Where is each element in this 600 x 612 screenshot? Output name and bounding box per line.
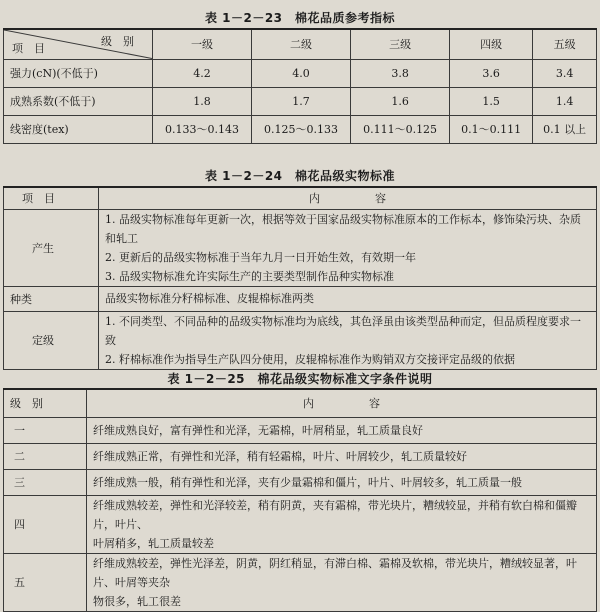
content-line: 品级实物标准分籽棉标准、皮辊棉标准两类: [105, 292, 314, 305]
content-line: 1. 品级实物标准每年更新一次，根据等效于国家品级实物标准原本的工作标本，修饰染污块、杂质和轧工: [105, 212, 581, 245]
content-line: 物很多，轧工很差: [93, 594, 181, 608]
table2-caption: 表 1－2－24 棉花品级实物标准: [204, 169, 396, 183]
header-content: 内 容: [99, 187, 597, 209]
table-cell: 1.8: [153, 87, 252, 115]
content-cell: [87, 469, 597, 495]
table-cell: 1.5: [450, 87, 533, 115]
content-cell: [87, 553, 597, 611]
row-label: 产生: [4, 209, 99, 286]
table1-caption: 表 1－2－23 棉花品质参考指标: [204, 11, 396, 25]
content-cell: [99, 286, 597, 311]
header-content: 内 容: [87, 389, 597, 417]
table-row: [4, 417, 597, 443]
table1-corner-cell: [4, 29, 153, 59]
content-line: 3. 品级实物标准允许实际生产的主要类型制作品种实物标准: [105, 269, 394, 283]
table-cell: 0.133～0.143: [153, 115, 252, 143]
table-row: [4, 286, 597, 311]
content-cell: [99, 209, 597, 286]
row-label: 成熟系数(不低于): [4, 87, 153, 115]
grade-header: 四级: [450, 29, 533, 59]
content-line: 纤维成熟良好，富有弹性和光泽，无霜棉，叶屑稍显，轧工质量良好: [93, 423, 423, 437]
grade-header: 五级: [533, 29, 597, 59]
corner-grade-label: 级 别: [101, 35, 134, 48]
table-row: [4, 553, 597, 611]
table-cell: 0.1 以上: [533, 115, 597, 143]
content-line: 纤维成熟一般，稍有弹性和光泽，夹有少量霜棉和僵片，叶片、叶屑较多，轧工质量一般: [93, 475, 522, 489]
table-cell: 4.2: [153, 59, 252, 87]
quality-index-table: [3, 28, 597, 144]
row-label: 三: [4, 469, 87, 495]
table-row: [4, 495, 597, 553]
row-label: 强力(cN)(不低于): [4, 59, 153, 87]
table-cell: 0.125～0.133: [252, 115, 351, 143]
table-cell: 0.1～0.111: [450, 115, 533, 143]
row-label: 五: [4, 553, 87, 611]
content-line: 纤维成熟较差，弹性光泽差，阴黄，阴红稍显，有滞白棉、霜棉及软棉，带光块片，糟绒较显著，叶片、叶屑等夹杂: [93, 556, 577, 589]
table-row: [4, 443, 597, 469]
table-cell: 1.4: [533, 87, 597, 115]
content-line: 纤维成熟较差，弹性和光泽较差，稍有阴黄，夹有霜棉，带光块片，糟绒较显，并稍有软白棉和僵瓣片，叶片、: [93, 498, 577, 531]
content-line: 纤维成熟正常，有弹性和光泽，稍有轻霜棉，叶片、叶屑较少，轧工质量较好: [93, 449, 467, 463]
table-cell: 3.4: [533, 59, 597, 87]
content-line: 2. 籽棉标准作为指导生产队四分使用，皮辊棉标准作为购销双方交接评定品级的依据: [105, 352, 515, 366]
row-label: 种类: [4, 286, 99, 311]
content-cell: [87, 443, 597, 469]
header-item: 项 目: [4, 187, 99, 209]
content-cell: [87, 417, 597, 443]
header-grade: 级 别: [4, 389, 87, 417]
grade-header: 三级: [351, 29, 450, 59]
table-cell: 0.111～0.125: [351, 115, 450, 143]
table-cell: 1.6: [351, 87, 450, 115]
content-line: 2. 更新后的品级实物标准于当年九月一日开始生效，有效期一年: [105, 250, 416, 264]
row-label: 定级: [4, 311, 99, 369]
row-label: 四: [4, 495, 87, 553]
row-label: 二: [4, 443, 87, 469]
content-cell: [99, 311, 597, 369]
table-row: [4, 59, 597, 87]
table-cell: 3.6: [450, 59, 533, 87]
content-cell: [87, 495, 597, 553]
table-cell: 3.8: [351, 59, 450, 87]
grade-header: 二级: [252, 29, 351, 59]
content-line: 叶屑稍多，轧工质量较差: [93, 536, 214, 550]
table3-caption: 表 1－2－25 棉花品级实物标准文字条件说明: [167, 372, 433, 386]
table-row: [4, 115, 597, 143]
table-cell: 1.7: [252, 87, 351, 115]
table-row: [4, 469, 597, 495]
grade-header: 一级: [153, 29, 252, 59]
grade-standard-table: [3, 186, 597, 370]
content-line: 1. 不同类型、不同品种的品级实物标准均为底线，其色泽虽由该类型品种而定，但品质程度要求一致: [105, 314, 581, 347]
grade-description-table: [3, 388, 597, 612]
table-row: [4, 209, 597, 286]
corner-item-label: 项 目: [12, 41, 45, 55]
table-cell: 4.0: [252, 59, 351, 87]
table-row: [4, 87, 597, 115]
row-label: 线密度(tex): [4, 115, 153, 143]
table-row: [4, 311, 597, 369]
row-label: 一: [4, 417, 87, 443]
